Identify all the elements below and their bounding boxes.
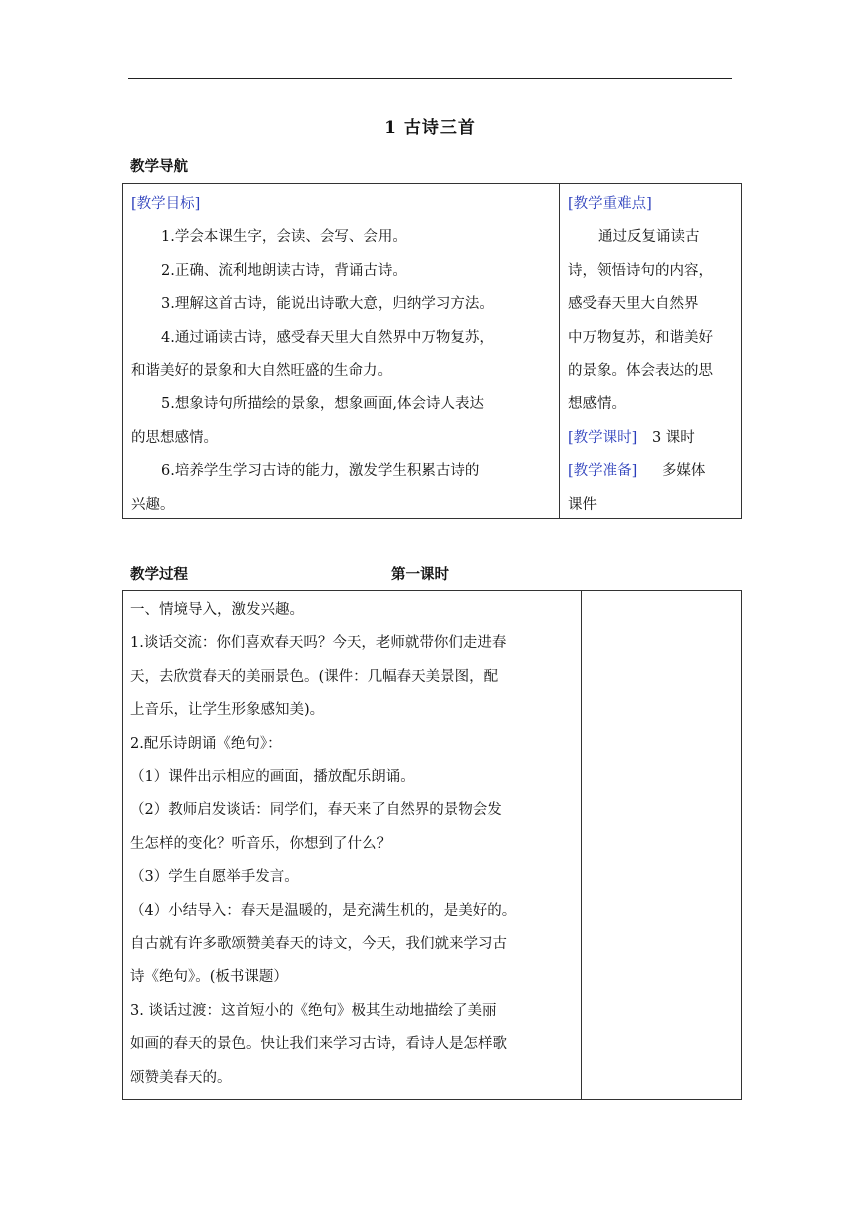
objective-line: 2.正确、流利地朗读古诗，背诵古诗。 (161, 262, 407, 279)
hours-row (568, 422, 735, 455)
process-line: 2.配乐诗朗诵《绝句》： (130, 735, 282, 752)
prep-value-cont: 课件 (568, 496, 597, 513)
process-notes-cell (582, 591, 742, 1100)
key-point-line: 想感情。 (568, 396, 626, 413)
process-line: 上音乐，让学生形象感知美)。 (130, 702, 325, 719)
prep-label: [教学准备] (568, 463, 638, 480)
objective-line: 和谐美好的景象和大自然旺盛的生命力。 (131, 363, 392, 380)
key-point-line: 中万物复苏，和谐美好 (568, 329, 713, 346)
key-point-line: 感受春天里大自然界 (568, 296, 699, 313)
objective-line: 3.理解这首古诗，能说出诗歌大意，归纳学习方法。 (161, 296, 494, 313)
teaching-process-table (122, 590, 742, 1100)
page-title: 1 古诗三首 (384, 118, 476, 138)
process-line: 颂赞美春天的。 (130, 1069, 232, 1086)
process-line: 一、情境导入，激发兴趣。 (130, 602, 304, 618)
process-line: 生怎样的变化？听音乐，你想到了什么？ (130, 835, 391, 852)
process-line: （4）小结导入：春天是温暖的，是充满生机的，是美好的。 (130, 902, 517, 919)
objective-line: 兴趣。 (131, 496, 175, 513)
process-line: 诗《绝句》。(板书课题） (130, 969, 288, 986)
key-points-cell (560, 184, 742, 519)
process-line: （1）课件出示相应的画面，播放配乐朗诵。 (130, 769, 415, 786)
process-line: 1.谈话交流：你们喜欢春天吗？今天，老师就带你们走进春 (130, 635, 507, 652)
header-rule (128, 78, 732, 79)
process-line: 自古就有许多歌颂赞美春天的诗文，今天，我们就来学习古 (130, 936, 507, 953)
process-line: 如画的春天的景色。快让我们来学习古诗，看诗人是怎样歌 (130, 1036, 507, 1053)
process-heading: 教学过程 (130, 566, 188, 583)
key-point-line: 通过反复诵读古 (598, 229, 700, 246)
prep-value: 多媒体 (661, 463, 706, 480)
objective-line: 4.通过诵读古诗，感受春天里大自然界中万物复苏， (161, 329, 494, 346)
hours-value: 3 课时 (651, 429, 695, 446)
key-point-line: 的景象。体会表达的思 (568, 363, 713, 380)
process-content-cell (123, 591, 582, 1100)
objective-line: 5.想象诗句所描绘的景象，想象画面,体会诗人表达 (161, 396, 484, 413)
hours-label: [教学课时] (568, 429, 638, 446)
objective-line: 1.学会本课生字，会读、会写、会用。 (161, 229, 407, 246)
key-point-line: 诗，领悟诗句的内容， (568, 262, 713, 279)
process-line: 3. 谈话过渡：这首短小的《绝句》极其生动地描绘了美丽 (130, 1002, 497, 1019)
process-line: 天，去欣赏春天的美丽景色。(课件：几幅春天美景图，配 (130, 668, 499, 685)
objective-line: 6.培养学生学习古诗的能力，激发学生积累古诗的 (161, 463, 480, 480)
objectives-label: [教学目标] (131, 196, 201, 212)
objective-line: 的思想感情。 (131, 429, 218, 446)
objectives-cell (123, 184, 560, 519)
key-points-label: [教学重难点] (568, 196, 652, 212)
nav-heading: 教学导航 (130, 158, 188, 175)
lesson-title: 第一课时 (391, 566, 449, 583)
teaching-nav-table (122, 183, 742, 519)
process-line: （2）教师启发谈话：同学们，春天来了自然界的景物会发 (130, 802, 502, 819)
process-line: （3）学生自愿举手发言。 (130, 869, 299, 886)
prep-row (568, 455, 735, 488)
